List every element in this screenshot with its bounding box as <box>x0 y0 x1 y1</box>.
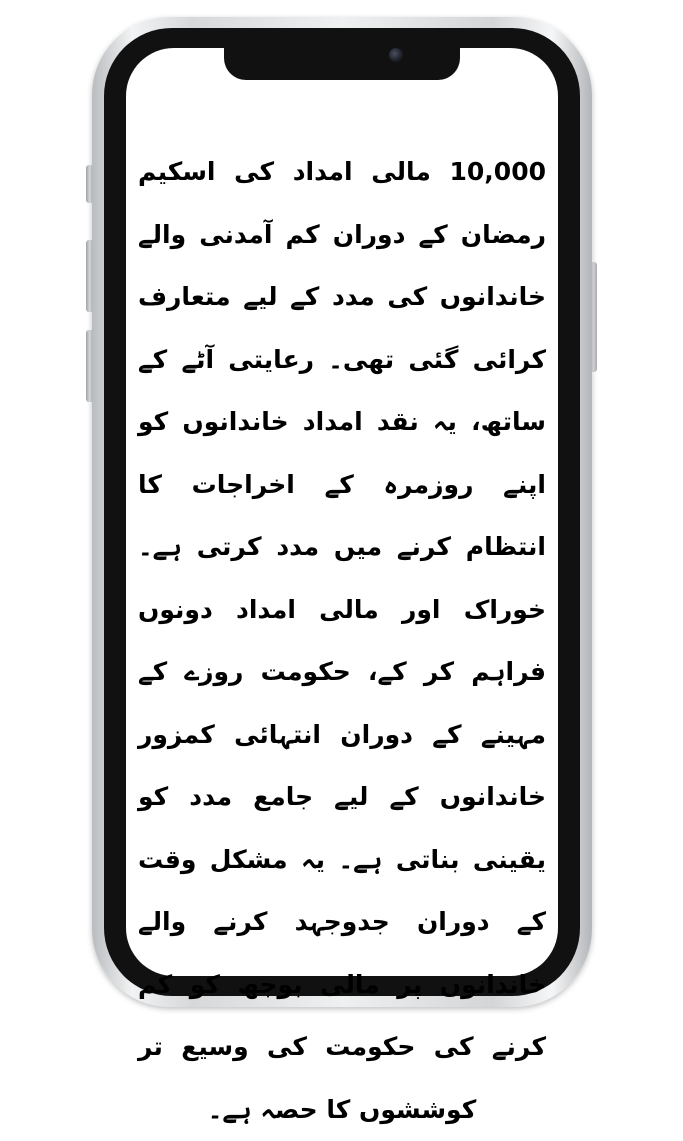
front-camera-icon <box>389 48 403 62</box>
article-paragraph: 10,000 مالی امداد کی اسکیم رمضان کے دوران کم آمدنی والے خاندانوں کی مدد کے لیے متعارف کرائی گئی تھی۔ رعایتی آٹے کے ساتھ، یہ نقد امداد خاندانوں کو اپنے روزمرہ کے اخراجات کا انتظام کرنے میں مدد کرتی ہے۔ خوراک اور مالی امداد دونوں فراہم کر کے، حکومت روزے کے مہینے کے دوران انتہائی کمزور خاندانوں کے لیے جامع مدد کو یقینی بناتی ہے۔ یہ مشکل وقت کے دوران جدوجہد کرنے والے خاندانوں پر مالی بوجھ کو کم کرنے کی حکومت کی وسیع تر کوششوں کا حصہ ہے۔ <box>138 157 546 1124</box>
phone-screen <box>126 48 558 1124</box>
phone-notch <box>224 46 460 80</box>
